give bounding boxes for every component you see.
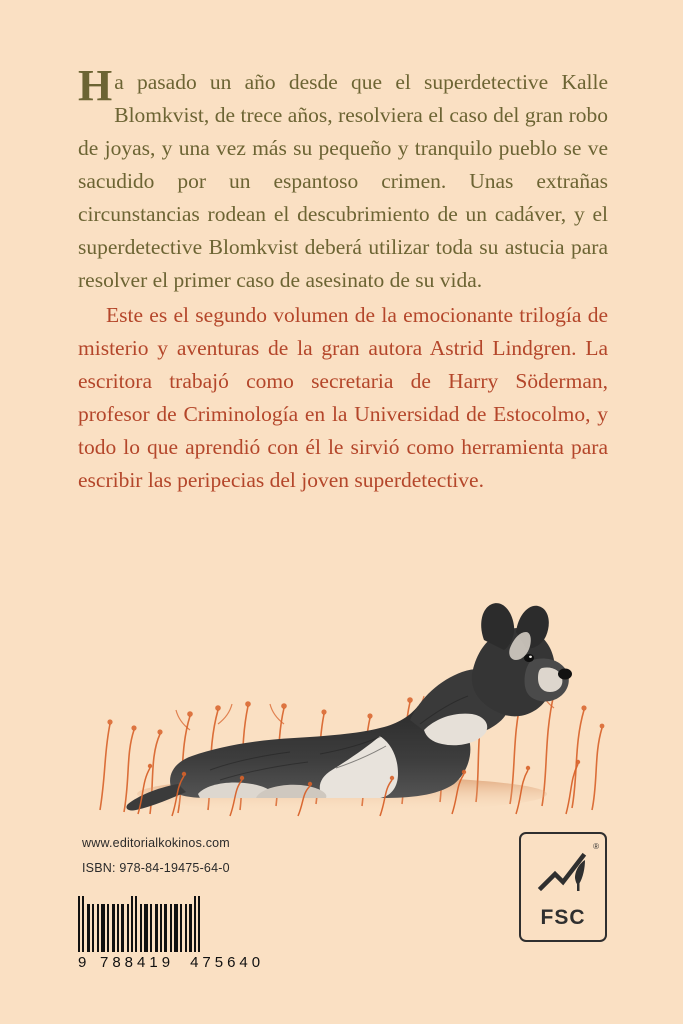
barcode-digit-group-1: 788419	[100, 954, 175, 971]
fsc-logo	[519, 832, 607, 942]
barcode	[78, 896, 278, 971]
barcode-digits	[78, 954, 272, 971]
blurb-paragraph-1	[78, 61, 608, 297]
tree-checkmark-icon	[535, 848, 591, 894]
registered-trademark-symbol: ®	[593, 842, 599, 851]
footer-info	[82, 836, 230, 875]
drop-cap-letter: H	[78, 61, 113, 110]
fsc-label: FSC	[540, 906, 586, 929]
publisher-website[interactable]: www.editorialkokinos.com	[82, 836, 230, 850]
blurb-paragraph-1-text: a pasado un año desde que el superdetective Kalle Blomkvist, de trece años, resolviera el caso del gran robo de joyas, y una vez más su pequeño y tranquilo pueblo se ve sacudido por un espantoso crimen. Unas extrañas circunstancias rodean el descubrimiento de un cadáver, y el superdetective Blomkvist deberá utilizar toda su astucia para resolver el primer caso de asesinato de su vida.	[78, 70, 608, 292]
barcode-bars	[78, 896, 272, 952]
barcode-digit-group-0: 9	[78, 954, 88, 971]
blurb-paragraph-2: Este es el segundo volumen de la emocionante trilogía de misterio y aventuras de la gran autora Astrid Lindgren. La escritora trabajó como secretaria de Harry Söderman, profesor de Criminología en la Universidad de Estocolmo, y todo lo que aprendió con él le sirvió como herramienta para escribir las peripecias del joven superdetective.	[78, 303, 608, 492]
barcode-digit-group-2: 475640	[190, 954, 265, 971]
isbn-text: ISBN: 978-84-19475-64-0	[82, 861, 230, 875]
border-collie-lying-in-grass-illustration	[80, 548, 608, 818]
blurb-text-block	[78, 61, 608, 497]
